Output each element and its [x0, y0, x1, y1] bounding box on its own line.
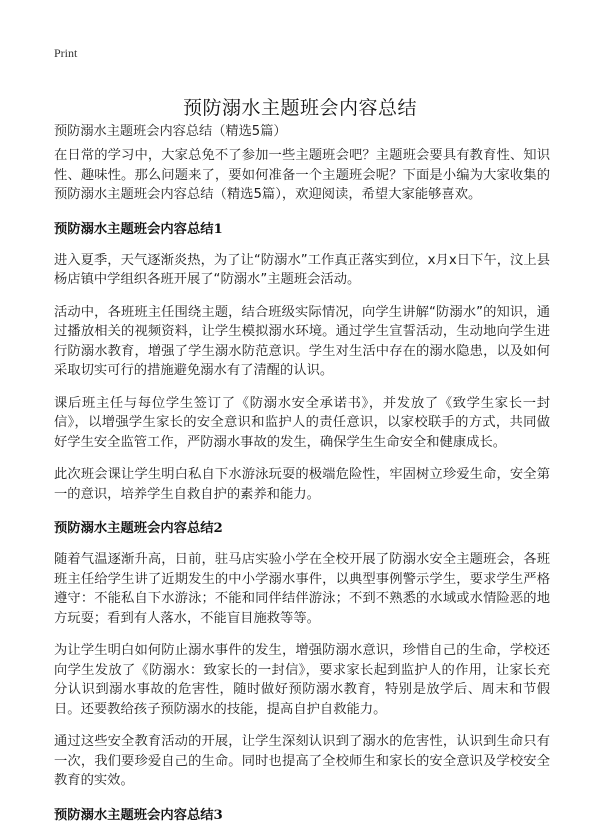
print-label: Print [54, 46, 78, 60]
page-title: 预防溺水主题班会内容总结 [182, 96, 417, 119]
section-2-paragraph-3: 通过这些安全教育活动的开展，让学生深刻认识到了溺水的危害性，认识到生命只有一次，我们要珍爱自己的生命。同时也提高了全校师生和家长的安全意识及学校安全教育的实效。 [54, 734, 550, 788]
document-body [54, 146, 550, 837]
section-heading-1: 预防溺水主题班会内容总结1 [54, 221, 223, 237]
section-1-paragraph-3: 课后班主任与每位学生签订了《防溺水安全承诺书》，并发放了《致学生家长一封信》，以增强学生家长的安全意识和监护人的责任意识，以家校联手的方式，共同做好学生安全监管工作，严防溺水事故的发生，确保学生生命安全和健康成长。 [54, 395, 550, 450]
section-1-paragraph-2: 活动中，各班班主任围绕主题，结合班级实际情况，向学生讲解“防溺水”的知识，通过播放相关的视频资料，让学生模拟溺水环境。通过学生宣誓活动，生动地向学生进行防溺水教育，增强了学生溺水防范意识。学生对生活中存在的溺水隐患，以及如何采取切实可行的措施避免溺水有了清醒的认识。 [54, 304, 550, 378]
document-subtitle: 预防溺水主题班会内容总结（精选5篇） [54, 124, 287, 139]
section-heading-2: 预防溺水主题班会内容总结2 [54, 521, 223, 536]
section-1-paragraph-1: 进入夏季，天气逐渐炎热，为了让“防溺水”工作真正落实到位，x月x日下午，汶上县杨店镇中学组织各班开展了“防溺水”主题班会活动。 [54, 252, 550, 287]
intro-paragraph: 在日常的学习中，大家总免不了参加一些主题班会吧？主题班会要具有教育性、知识性、趣味性。那么问题来了，要如何准备一个主题班会呢？下面是小编为大家收集的预防溺水主题班会内容总结（精选5篇），欢迎阅读，希望大家能够喜欢。 [54, 148, 550, 202]
section-1-paragraph-4: 此次班会课让学生明白私自下水游泳玩耍的极端危险性，牢固树立珍爱生命，安全第一的意识，培养学生自救自护的素养和能力。 [54, 467, 550, 502]
section-2-paragraph-2: 为让学生明白如何防止溺水事件的发生，增强防溺水意识，珍惜自己的生命，学校还向学生发放了《防溺水：致家长的一封信》，要求家长起到监护人的作用，让家长充分认识到溺水事故的危害性，随时做好预防溺水教育，特别是放学后、周末和节假日。还要教给孩子预防溺水的技能，提高自护自救能力。 [54, 643, 550, 717]
section-heading-3: 预防溺水主题班会内容总结3 [54, 807, 223, 823]
section-2-paragraph-1: 随着气温逐渐升高，日前，驻马店实验小学在全校开展了防溺水安全主题班会，各班班主任给学生讲了近期发生的中小学溺水事件，以典型事例警示学生，要求学生严格遵守：不能私自下水游泳；不能和同伴结伴游泳；不到不熟悉的水域或水情险恶的地方玩耍；看到有人落水，不能盲目施救等等。 [54, 552, 550, 626]
